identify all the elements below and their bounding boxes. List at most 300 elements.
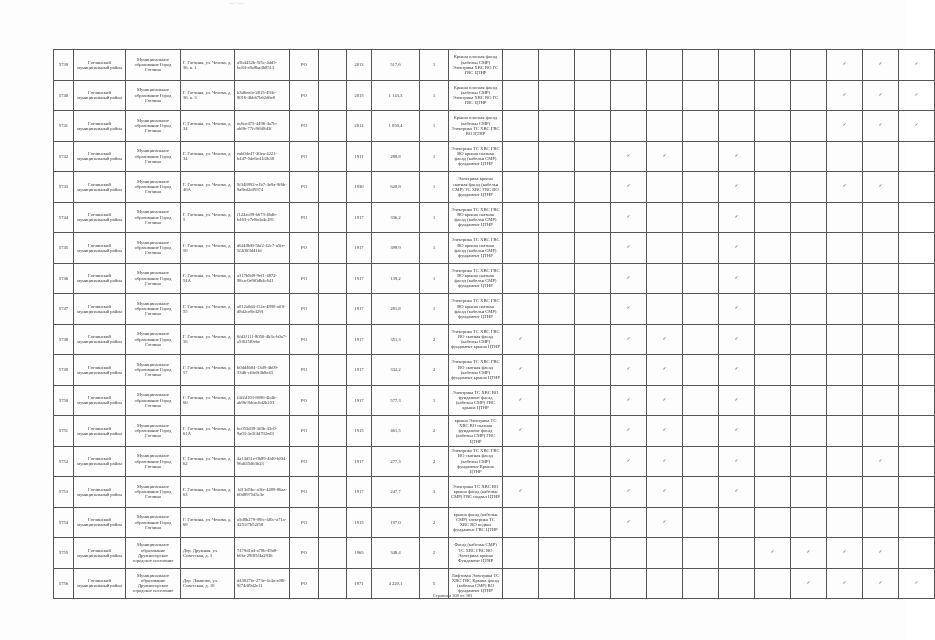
empty-check-cell <box>899 202 935 233</box>
row-number-cell: 5751 <box>54 416 74 447</box>
settlement-cell: Муниципальное образование Город Гатчина <box>126 111 181 142</box>
year-cell: 1971 <box>347 568 372 599</box>
empty-cell <box>319 233 347 264</box>
checkmark-cell: ✓ <box>719 233 755 264</box>
empty-check-cell <box>791 80 827 111</box>
checkmark-cell: ✓ <box>647 477 683 508</box>
empty-check-cell <box>899 416 935 447</box>
empty-check-cell <box>755 233 791 264</box>
checkmark-cell: ✓ <box>719 294 755 325</box>
checkmark-cell: ✓ <box>719 446 755 477</box>
empty-check-cell <box>539 50 575 81</box>
guid-cell: a317b8d9-9ef1-4872-98ca-0e9f0db4c641 <box>235 263 290 294</box>
empty-check-cell <box>539 294 575 325</box>
empty-check-cell <box>791 507 827 538</box>
empty-cell <box>319 385 347 416</box>
empty-check-cell <box>683 263 719 294</box>
checkmark-cell: ✓ <box>647 324 683 355</box>
empty-check-cell <box>683 324 719 355</box>
form-cell: РО <box>290 202 319 233</box>
empty-check-cell <box>683 294 719 325</box>
works-cell: Электрика ТС ХВС ВО фундамент фасад (кабельн СМР) ГВС крыша ЦТНР <box>449 385 503 416</box>
guid-cell: d6f4f8d0-5bf2-42c7-a5fe-5f2f8f3d41fd <box>235 233 290 264</box>
works-cell: Электрика ТС ХВС ГВС ВО скатная фасад (кабельн СМР) фундамент Крыша ЦТНР <box>449 446 503 477</box>
count-cell: 2 <box>420 507 449 538</box>
checkmark-cell: ✓ <box>791 568 827 599</box>
empty-check-cell <box>575 294 611 325</box>
empty-cell <box>319 80 347 111</box>
form-cell: РО <box>290 446 319 477</box>
address-cell: Г. Гатчина, ул. Чехова, д. 60 <box>181 385 235 416</box>
row-number-cell: 5755 <box>54 538 74 569</box>
checkmark-cell: ✓ <box>611 355 647 386</box>
empty-check-cell <box>647 294 683 325</box>
year-cell: 1917 <box>347 446 372 477</box>
checkmark-cell: ✓ <box>863 446 899 477</box>
checkmark-cell: ✓ <box>719 416 755 447</box>
row-number-cell: 5740 <box>54 80 74 111</box>
empty-check-cell <box>827 446 863 477</box>
empty-check-cell <box>863 202 899 233</box>
empty-check-cell <box>647 111 683 142</box>
settlement-cell: Муниципальное образование Город Гатчина <box>126 233 181 264</box>
settlement-cell: Муниципальное образование Город Гатчина <box>126 80 181 111</box>
district-cell: Гатчинский муниципальный район <box>74 538 126 569</box>
empty-check-cell <box>539 477 575 508</box>
empty-check-cell <box>683 111 719 142</box>
checkmark-cell: ✓ <box>611 141 647 172</box>
empty-check-cell <box>575 263 611 294</box>
empty-check-cell <box>791 50 827 81</box>
empty-check-cell <box>575 385 611 416</box>
empty-check-cell <box>899 507 935 538</box>
empty-check-cell <box>827 355 863 386</box>
area-cell: 139,2 <box>372 263 420 294</box>
works-cell: Электрика ТС ХВС ГВС ВО крыша скатная фасад (кабельн СМР) фундамент ЦТНР <box>449 233 503 264</box>
empty-check-cell <box>827 416 863 447</box>
address-cell: Г. Гатчина, ул. Чехова, д. 50 <box>181 233 235 264</box>
empty-check-cell <box>503 233 539 264</box>
works-cell: Лифтовая Электрика ТС ХВС ГВС Крыша фасад (кабельн СМР) ВО фундамент ЦТНР <box>449 568 503 599</box>
area-cell: 351,3 <box>372 324 420 355</box>
address-cell: Г. Гатчина, ул. Чехова, д. 34 <box>181 111 235 142</box>
empty-check-cell <box>863 141 899 172</box>
year-cell: 1917 <box>347 233 372 264</box>
form-cell: РО <box>290 263 319 294</box>
row-number-cell: 5756 <box>54 568 74 599</box>
row-number-cell: 5753 <box>54 477 74 508</box>
empty-check-cell <box>719 507 755 538</box>
checkmark-cell: ✓ <box>611 172 647 203</box>
empty-check-cell <box>863 507 899 538</box>
table-row <box>54 355 935 386</box>
checkmark-cell: ✓ <box>755 538 791 569</box>
empty-check-cell <box>575 446 611 477</box>
empty-check-cell <box>791 111 827 142</box>
empty-check-cell <box>575 202 611 233</box>
year-cell: 2012 <box>347 111 372 142</box>
empty-check-cell <box>503 263 539 294</box>
table-row <box>54 294 935 325</box>
checkmark-cell: ✓ <box>503 477 539 508</box>
count-cell: 1 <box>420 263 449 294</box>
page-footer: Страница 300 из 383 <box>432 593 473 598</box>
works-cell: Фасад (кабельн СМР) ТС ХВС ГВС ВО Электрика крыша Фундамент ЦТНР <box>449 538 503 569</box>
address-cell: Г. Гатчина, ул. Чехова, д. 69 <box>181 507 235 538</box>
empty-check-cell <box>719 80 755 111</box>
empty-cell <box>319 538 347 569</box>
address-cell: Дер. Дружная, ул. Советская, д. 3 <box>181 538 235 569</box>
empty-check-cell <box>647 172 683 203</box>
district-cell: Гатчинский муниципальный район <box>74 172 126 203</box>
count-cell: 1 <box>420 50 449 81</box>
checkmark-cell: ✓ <box>719 385 755 416</box>
address-cell: Г. Гатчина, ул. Чехова, д. 36, к. 1 <box>181 50 235 81</box>
form-cell: РО <box>290 233 319 264</box>
empty-check-cell <box>755 141 791 172</box>
count-cell: 2 <box>420 355 449 386</box>
area-cell: 461,5 <box>372 416 420 447</box>
address-cell: Г. Гатчина, ул. Чехова, д. 54А <box>181 263 235 294</box>
district-cell: Гатчинский муниципальный район <box>74 355 126 386</box>
empty-check-cell <box>863 416 899 447</box>
empty-check-cell <box>791 416 827 447</box>
checkmark-cell: ✓ <box>827 172 863 203</box>
empty-cell <box>319 507 347 538</box>
count-cell: 2 <box>420 446 449 477</box>
row-number-cell: 5750 <box>54 385 74 416</box>
checkmark-cell: ✓ <box>863 568 899 599</box>
area-cell: 247,7 <box>372 477 420 508</box>
empty-check-cell <box>575 477 611 508</box>
settlement-cell: Муниципальное образование Город Гатчина <box>126 416 181 447</box>
empty-check-cell <box>539 172 575 203</box>
table-row <box>54 507 935 538</box>
top-scan-fragment: — · — , <box>230 0 244 5</box>
empty-check-cell <box>827 263 863 294</box>
empty-check-cell <box>863 263 899 294</box>
empty-check-cell <box>863 324 899 355</box>
empty-check-cell <box>719 111 755 142</box>
settlement-cell: Муниципальное образование Город Гатчина <box>126 50 181 81</box>
empty-check-cell <box>899 385 935 416</box>
empty-cell <box>319 324 347 355</box>
address-cell: Г. Гатчина, ул. Чехова, д. 36, к. 3 <box>181 80 235 111</box>
checkmark-cell: ✓ <box>647 507 683 538</box>
works-cell: Крыша плоская фасад (кабельн СМР) Электрика ТС ХВС ГВС ВО ЦТНР <box>449 111 503 142</box>
count-cell: 1 <box>420 294 449 325</box>
checkmark-cell: ✓ <box>863 172 899 203</box>
year-cell: 1915 <box>347 416 372 447</box>
empty-check-cell <box>755 416 791 447</box>
table-row <box>54 172 935 203</box>
checkmark-cell: ✓ <box>611 507 647 538</box>
empty-check-cell <box>791 355 827 386</box>
area-cell: 277,3 <box>372 446 420 477</box>
empty-check-cell <box>791 324 827 355</box>
empty-check-cell <box>683 416 719 447</box>
count-cell: 1 <box>420 202 449 233</box>
guid-cell: b3d6eefa-2815-494c-8016-4bb67b62d6e8 <box>235 80 290 111</box>
empty-check-cell <box>827 507 863 538</box>
works-cell: Электрика ТС ХВС ГВС ВО крыша скатная фасад (кабельн СМР) фундамент ЦТНР <box>449 294 503 325</box>
empty-check-cell <box>719 50 755 81</box>
empty-check-cell <box>575 538 611 569</box>
empty-check-cell <box>755 80 791 111</box>
district-cell: Гатчинский муниципальный район <box>74 507 126 538</box>
year-cell: 1917 <box>347 477 372 508</box>
area-cell: 281,8 <box>372 294 420 325</box>
empty-check-cell <box>539 111 575 142</box>
empty-check-cell <box>899 141 935 172</box>
count-cell: 1 <box>420 111 449 142</box>
address-cell: Г. Гатчина, ул. Чехова, д. 62 <box>181 446 235 477</box>
empty-check-cell <box>719 538 755 569</box>
guid-cell: b0dd4604-13d9-4b09-33d6-cfde0f4b8e43 <box>235 355 290 386</box>
row-number-cell: 5743 <box>54 172 74 203</box>
district-cell: Гатчинский муниципальный район <box>74 416 126 447</box>
address-cell: Г. Гатчина, ул. Чехова, д. 34 <box>181 141 235 172</box>
works-cell: Электрика ТС ХВС ГВС ВО скатная фасад (кабельн СМР) фундамент крыша ЦТНР <box>449 355 503 386</box>
row-number-cell: 5745 <box>54 233 74 264</box>
guid-cell: 4a14d51e-0b89-4fd0-b8f4-96df45463b23 <box>235 446 290 477</box>
empty-cell <box>319 141 347 172</box>
empty-check-cell <box>539 263 575 294</box>
checkmark-cell: ✓ <box>719 141 755 172</box>
settlement-cell: Муниципальное образование Дружногорское городское поселение <box>126 538 181 569</box>
guid-cell: 6fd2f111-8050-4b3c-b0a7-a5f025f0ebe <box>235 324 290 355</box>
checkmark-cell: ✓ <box>719 324 755 355</box>
empty-check-cell <box>755 172 791 203</box>
table-row <box>54 477 935 508</box>
checkmark-cell: ✓ <box>719 477 755 508</box>
row-number-cell: 5749 <box>54 355 74 386</box>
guid-cell: a012a0d4-f12a-4890-af0f-d8d2ce8e4291 <box>235 294 290 325</box>
empty-cell <box>319 111 347 142</box>
guid-cell: bc053d39-3f0b-43c0-9a03-4e3f4d702ed3 <box>235 416 290 447</box>
form-cell: РО <box>290 355 319 386</box>
year-cell: 1917 <box>347 202 372 233</box>
checkmark-cell: ✓ <box>611 233 647 264</box>
table-row <box>54 111 935 142</box>
table-row <box>54 416 935 447</box>
row-number-cell: 5747 <box>54 294 74 325</box>
year-cell: 2015 <box>347 80 372 111</box>
guid-cell: a5b4432b-5f5c-4dd5-bc84-e8a9ba4b8513 <box>235 50 290 81</box>
row-number-cell: 5739 <box>54 50 74 81</box>
empty-check-cell <box>575 507 611 538</box>
empty-check-cell <box>755 294 791 325</box>
empty-check-cell <box>827 294 863 325</box>
empty-check-cell <box>683 172 719 203</box>
empty-cell <box>319 355 347 386</box>
guid-cell: 9f348992-e1b7-4e9a-9f6b-9a8ed2df9374 <box>235 172 290 203</box>
empty-check-cell <box>791 446 827 477</box>
district-cell: Гатчинский муниципальный район <box>74 324 126 355</box>
empty-check-cell <box>791 141 827 172</box>
checkmark-cell: ✓ <box>647 446 683 477</box>
area-cell: 620,8 <box>372 172 420 203</box>
year-cell: 1917 <box>347 355 372 386</box>
empty-cell <box>319 263 347 294</box>
address-cell: Г. Гатчина, ул. Чехова, д. 5 <box>181 202 235 233</box>
year-cell: 1911 <box>347 141 372 172</box>
checkmark-cell: ✓ <box>611 385 647 416</box>
form-cell: РО <box>290 111 319 142</box>
district-cell: Гатчинский муниципальный район <box>74 111 126 142</box>
year-cell: 1930 <box>347 172 372 203</box>
checkmark-cell: ✓ <box>611 263 647 294</box>
empty-check-cell <box>611 538 647 569</box>
empty-check-cell <box>539 507 575 538</box>
area-cell: 348,4 <box>372 538 420 569</box>
empty-check-cell <box>611 50 647 81</box>
guid-cell: 7479d1a4-a70b-49a8-b6fa-29f05f4a2936 <box>235 538 290 569</box>
works-cell: Крыша плоская фасад (кабельн СМР) Электрика ХВС ВО ГС ГВС ЦТНР <box>449 50 503 81</box>
year-cell: 1965 <box>347 538 372 569</box>
address-cell: Г. Гатчина, ул. Чехова, д. 55 <box>181 294 235 325</box>
empty-check-cell <box>899 294 935 325</box>
district-cell: Гатчинский муниципальный район <box>74 263 126 294</box>
table-row <box>54 80 935 111</box>
empty-check-cell <box>899 233 935 264</box>
empty-check-cell <box>827 324 863 355</box>
empty-check-cell <box>539 233 575 264</box>
empty-check-cell <box>827 141 863 172</box>
count-cell: 2 <box>420 538 449 569</box>
works-cell: Электрика ТС ХВС ГВС ВО крыша скатная фасад (кабельн СМР) фундамент ЦТНР <box>449 141 503 172</box>
empty-check-cell <box>575 416 611 447</box>
form-cell: РО <box>290 568 319 599</box>
checkmark-cell: ✓ <box>503 385 539 416</box>
empty-check-cell <box>611 80 647 111</box>
district-cell: Гатчинский муниципальный район <box>74 446 126 477</box>
empty-check-cell <box>755 50 791 81</box>
empty-check-cell <box>863 355 899 386</box>
settlement-cell: Муниципальное образование Город Гатчина <box>126 507 181 538</box>
empty-cell <box>319 172 347 203</box>
empty-check-cell <box>647 80 683 111</box>
table-row <box>54 538 935 569</box>
empty-check-cell <box>827 477 863 508</box>
address-cell: Г. Гатчина, ул. Чехова, д. 46А <box>181 172 235 203</box>
checkmark-cell: ✓ <box>899 568 935 599</box>
works-cell: Электрика ТС ХВС ГВС ВО крыша скатная фасад (кабельн СМР) фундамент ЦТНР <box>449 202 503 233</box>
settlement-cell: Муниципальное образование Город Гатчина <box>126 477 181 508</box>
checkmark-cell: ✓ <box>611 416 647 447</box>
checkmark-cell: ✓ <box>827 111 863 142</box>
empty-check-cell <box>575 141 611 172</box>
empty-check-cell <box>863 294 899 325</box>
checkmark-cell: ✓ <box>611 294 647 325</box>
table-row <box>54 202 935 233</box>
form-cell: РО <box>290 538 319 569</box>
checkmark-cell: ✓ <box>503 324 539 355</box>
checkmark-cell: ✓ <box>719 355 755 386</box>
address-cell: Г. Гатчина, ул. Чехова, д. 63 <box>181 477 235 508</box>
empty-check-cell <box>647 263 683 294</box>
checkmark-cell: ✓ <box>863 111 899 142</box>
empty-check-cell <box>827 385 863 416</box>
empty-check-cell <box>683 477 719 508</box>
checkmark-cell: ✓ <box>611 202 647 233</box>
empty-check-cell <box>683 507 719 538</box>
row-number-cell: 5744 <box>54 202 74 233</box>
guid-cell: f4f2d193-8096-4b4b-ab9b-8dcac6d2b103 <box>235 385 290 416</box>
checkmark-cell: ✓ <box>863 80 899 111</box>
row-number-cell: 5748 <box>54 324 74 355</box>
empty-check-cell <box>575 172 611 203</box>
empty-check-cell <box>683 385 719 416</box>
empty-check-cell <box>791 294 827 325</box>
checkmark-cell: ✓ <box>647 416 683 447</box>
row-number-cell: 5746 <box>54 263 74 294</box>
empty-check-cell <box>503 172 539 203</box>
count-cell: 1 <box>420 172 449 203</box>
empty-cell <box>319 446 347 477</box>
address-cell: Дер. Лампово, ул. Советская, д. 10 <box>181 568 235 599</box>
empty-cell <box>319 477 347 508</box>
empty-check-cell <box>683 538 719 569</box>
checkmark-cell: ✓ <box>899 111 935 142</box>
empty-check-cell <box>503 446 539 477</box>
table-row <box>54 141 935 172</box>
area-cell: 4 220,1 <box>372 568 420 599</box>
checkmark-cell: ✓ <box>827 80 863 111</box>
empty-check-cell <box>539 538 575 569</box>
settlement-cell: Муниципальное образование Город Гатчина <box>126 355 181 386</box>
table-row <box>54 233 935 264</box>
empty-check-cell <box>683 50 719 81</box>
guid-cell: d43027fe-273e-4c4a-a08f-9f74df9d2e11 <box>235 568 290 599</box>
checkmark-cell: ✓ <box>719 263 755 294</box>
register-table <box>53 49 935 599</box>
empty-check-cell <box>899 263 935 294</box>
empty-check-cell <box>791 172 827 203</box>
area-cell: 577,3 <box>372 385 420 416</box>
district-cell: Гатчинский муниципальный район <box>74 233 126 264</box>
year-cell: 1917 <box>347 385 372 416</box>
empty-check-cell <box>755 355 791 386</box>
checkmark-cell: ✓ <box>719 172 755 203</box>
empty-check-cell <box>539 324 575 355</box>
empty-cell <box>319 50 347 81</box>
count-cell: 1 <box>420 80 449 111</box>
empty-check-cell <box>539 80 575 111</box>
district-cell: Гатчинский муниципальный район <box>74 50 126 81</box>
empty-check-cell <box>575 50 611 81</box>
empty-check-cell <box>683 446 719 477</box>
empty-cell <box>319 416 347 447</box>
empty-check-cell <box>755 324 791 355</box>
count-cell: 5 <box>420 568 449 599</box>
checkmark-cell: ✓ <box>647 355 683 386</box>
works-cell: Электрика крыша скатная фасад (кабельн СМР) ТС ХВС ГВС ВО фундамент ЦТНР <box>449 172 503 203</box>
area-cell: 399,9 <box>372 233 420 264</box>
form-cell: РО <box>290 416 319 447</box>
checkmark-cell: ✓ <box>827 538 863 569</box>
form-cell: РО <box>290 507 319 538</box>
checkmark-cell: ✓ <box>827 568 863 599</box>
empty-check-cell <box>539 416 575 447</box>
table-row <box>54 324 935 355</box>
empty-check-cell <box>791 477 827 508</box>
empty-check-cell <box>647 50 683 81</box>
form-cell: РО <box>290 385 319 416</box>
empty-check-cell <box>683 80 719 111</box>
row-number-cell: 5742 <box>54 141 74 172</box>
count-cell: 3 <box>420 477 449 508</box>
